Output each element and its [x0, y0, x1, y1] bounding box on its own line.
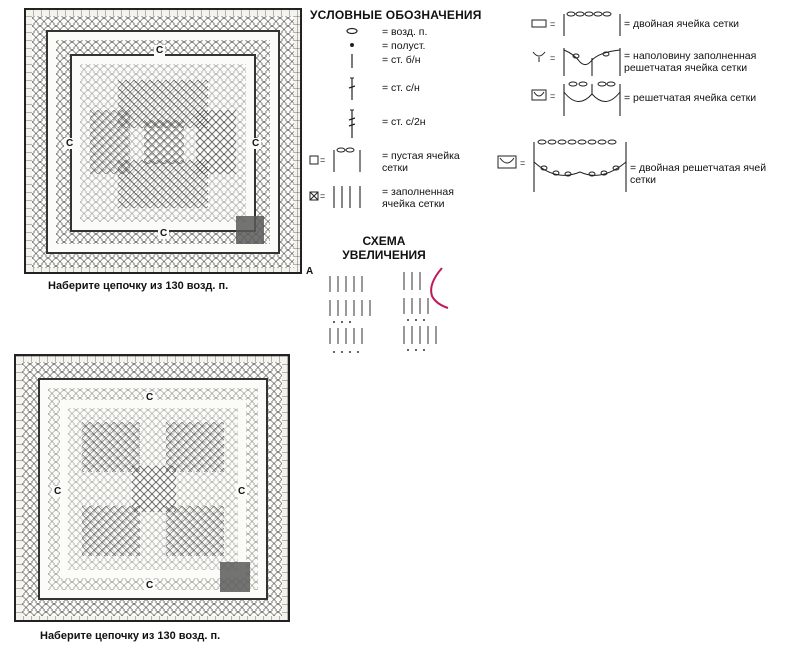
bottom-chart-c-label-right: C	[238, 486, 246, 497]
legend-item-half-lattice	[530, 44, 756, 78]
magnify-title	[336, 234, 432, 262]
bottom-chart-caption: Наберите цепочку из 130 возд. п.	[40, 630, 221, 642]
legend-item-slip	[322, 40, 425, 52]
bottom-chart-motif-tl	[82, 422, 140, 472]
legend-item-empty-mesh	[308, 146, 460, 174]
svg-text:=: =	[550, 19, 556, 29]
slip-stitch-icon	[322, 40, 382, 50]
svg-text:=: =	[550, 53, 556, 63]
filled-mesh-icon	[308, 182, 382, 210]
double-mesh-icon	[530, 10, 624, 38]
bottom-chart-c-label-left: C	[54, 486, 62, 497]
bottom-chart-c-label-top: C	[146, 392, 154, 403]
top-chart-motif-left	[90, 110, 130, 174]
svg-text:=: =	[520, 158, 526, 168]
top-chart	[24, 8, 302, 274]
top-chart-c-label-right: C	[252, 138, 260, 149]
legend-label-sc: = ст. б/н	[382, 54, 421, 66]
svg-text:=: =	[320, 155, 326, 165]
top-chart-c-label-bottom: C	[160, 228, 168, 239]
legend-label-double-lattice: = двойная решетчатая ячей сетки	[630, 162, 767, 186]
legend-label-slip: = полуст.	[382, 40, 426, 52]
legend-label-empty-mesh: = пустая ячейка сетки	[382, 150, 460, 174]
legend-label-lattice: = решетчатая ячейка сетки	[624, 92, 757, 104]
treble-crochet-icon	[322, 108, 382, 140]
legend-title: УСЛОВНЫЕ ОБОЗНАЧЕНИЯ	[310, 8, 482, 22]
top-chart-a-label: A	[306, 266, 314, 277]
magnify-title-line2: УВЕЛИЧЕНИЯ	[342, 248, 426, 262]
legend-item-lattice	[530, 80, 756, 118]
top-chart-caption: Наберите цепочку из 130 возд. п.	[48, 280, 229, 292]
legend-label-hdc: = ст. с/2н	[382, 116, 426, 128]
top-chart-motif-center	[144, 120, 184, 164]
top-chart-c-label-top: C	[156, 45, 164, 56]
legend-label-dc: = ст. с/н	[382, 82, 420, 94]
bottom-chart-motif-bl	[82, 506, 140, 556]
chain-icon	[322, 26, 382, 36]
legend-item-hdc	[322, 108, 426, 140]
top-chart-c-label-left: C	[66, 138, 74, 149]
bottom-chart-motif-br	[166, 506, 224, 556]
single-crochet-icon	[322, 52, 382, 70]
legend-item-filled-mesh	[308, 182, 454, 210]
bottom-chart	[14, 354, 290, 622]
legend-item-chain	[322, 26, 427, 38]
svg-text:=: =	[320, 191, 326, 201]
top-chart-motif-right	[196, 110, 236, 174]
legend-item-double-mesh	[530, 10, 739, 38]
half-lattice-icon	[530, 44, 624, 78]
legend-item-double-lattice	[496, 138, 766, 194]
double-lattice-icon	[496, 138, 630, 194]
magnify-diagram-left	[324, 268, 380, 360]
top-chart-magnify-block	[236, 216, 264, 244]
magnify-title-line1: СХЕМА	[362, 234, 406, 248]
bottom-chart-c-label-bottom: C	[146, 580, 154, 591]
double-crochet-icon	[322, 76, 382, 102]
legend-label-chain: = возд. п.	[382, 26, 428, 38]
legend-item-dc	[322, 76, 420, 102]
legend-label-filled-mesh: = заполненная ячейка сетки	[382, 186, 454, 210]
bottom-chart-motif-tr	[166, 422, 224, 472]
bottom-chart-motif-center	[132, 466, 176, 512]
legend-label-double-mesh: = двойная ячейка сетки	[624, 18, 740, 30]
empty-mesh-icon	[308, 146, 382, 174]
lattice-icon	[530, 80, 624, 118]
magnify-diagram-right	[398, 262, 454, 358]
bottom-chart-magnify-block	[220, 562, 250, 592]
svg-text:=: =	[550, 91, 556, 101]
legend-label-half-lattice: = наполовину заполненная решетчатая ячейка сетки	[624, 50, 757, 74]
top-chart-motif-bottom	[118, 160, 208, 208]
legend-item-sc	[322, 52, 421, 70]
